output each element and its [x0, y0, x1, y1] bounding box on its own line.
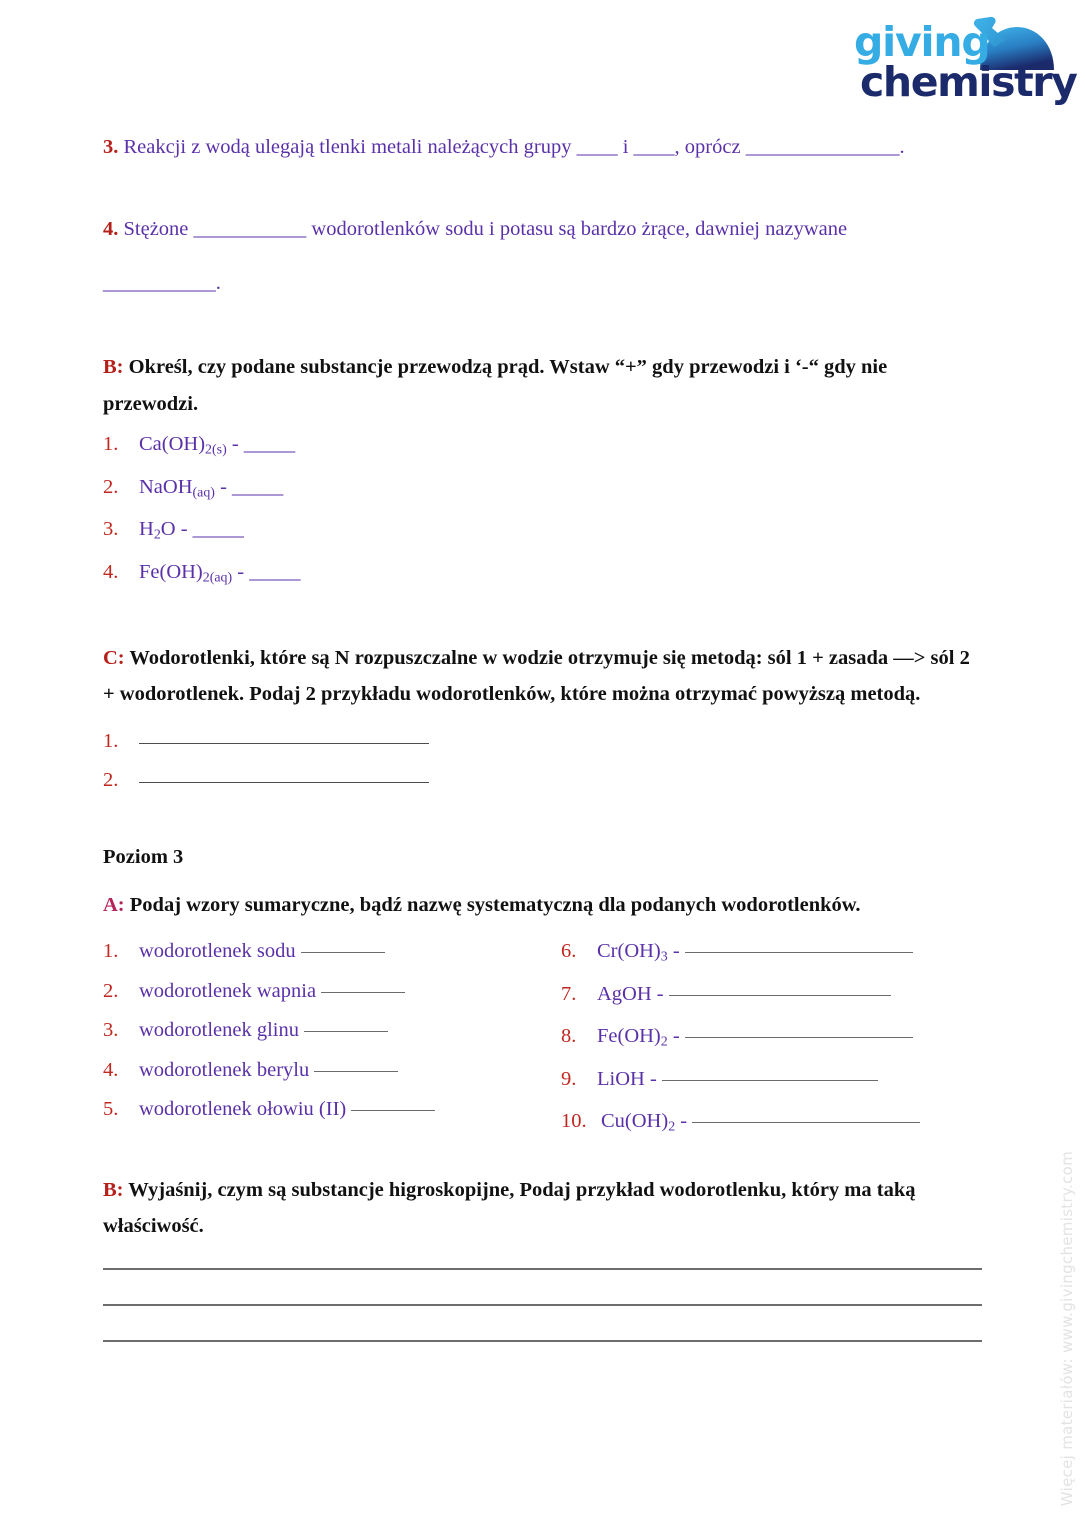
logo-text-giving: giving	[854, 18, 990, 66]
question-3-number: 3.	[103, 136, 119, 158]
item-label: wodorotlenek ołowiu (II)	[139, 1098, 347, 1121]
list-item	[103, 477, 982, 500]
item-dash: -	[232, 560, 250, 583]
item-body	[139, 1099, 561, 1120]
formula-main: AgOH	[597, 982, 652, 1005]
answer-blank-line[interactable]	[301, 952, 385, 953]
section-c-list	[103, 731, 982, 791]
item-body	[139, 1060, 561, 1081]
list-item	[561, 941, 982, 964]
section-b-prompt-text: Określ, czy podane substancje przewodzą prąd. Wstaw “+” gdy przewodzi i ‘-“ gdy nie przewodzi.	[103, 356, 888, 415]
item-body	[597, 1026, 982, 1049]
formula-subscript: 2	[153, 527, 161, 543]
formula-tail: O	[160, 518, 176, 541]
poziom3-section-b-prompt	[103, 1172, 982, 1245]
question-4-blank-2[interactable]: ___________	[103, 271, 216, 294]
question-3-text-c: , oprócz	[674, 136, 746, 158]
question-3-blank-1[interactable]: ____	[576, 136, 618, 158]
answer-blank-line[interactable]	[662, 1080, 878, 1081]
answer-blank-line[interactable]	[139, 743, 429, 744]
footer-watermark: Więcej materiałów: www.givingchemistry.com	[1058, 1150, 1076, 1506]
item-index: 6.	[561, 940, 577, 963]
answer-blank[interactable]: _____	[243, 433, 296, 456]
section-c-prompt	[103, 640, 982, 713]
item-dash: -	[675, 1110, 693, 1133]
question-4-blank-1[interactable]: ___________	[193, 217, 307, 240]
question-3-text-d: .	[899, 136, 905, 158]
question-4	[103, 214, 982, 246]
item-label: wodorotlenek wapnia	[139, 979, 317, 1002]
answer-blank[interactable]: _____	[232, 475, 284, 498]
item-label: wodorotlenek sodu	[139, 940, 296, 963]
formula-subscript: 3	[660, 949, 668, 965]
item-dash: -	[667, 940, 685, 963]
list-item	[561, 1111, 982, 1134]
answer-blank-line[interactable]	[685, 952, 913, 953]
question-4-number: 4.	[103, 217, 119, 240]
question-4-text-a: Stężone	[123, 217, 194, 240]
formula-subscript: 2(aq)	[202, 570, 233, 586]
poziom3-section-b-label: B:	[103, 1178, 124, 1201]
section-b-list	[103, 434, 982, 585]
item-dash: -	[651, 982, 669, 1005]
answer-blank-line[interactable]	[685, 1037, 913, 1038]
item-index: 1.	[103, 433, 119, 456]
poziom-3-heading: Poziom 3	[103, 845, 184, 868]
formula-main: Fe(OH)	[139, 560, 203, 583]
item-body	[139, 519, 982, 542]
answer-blank-line[interactable]	[692, 1122, 920, 1123]
answer-lines-group	[103, 1268, 982, 1342]
formula-main: Fe(OH)	[597, 1025, 661, 1048]
answer-line[interactable]	[103, 1304, 982, 1306]
answer-blank-line[interactable]	[669, 995, 891, 996]
list-item	[103, 1099, 561, 1120]
item-dash: -	[667, 1025, 685, 1048]
question-4-text-b: wodorotlenków sodu i potasu są bardzo żrące, dawniej nazywane	[306, 217, 848, 240]
formula-subscript: (aq)	[192, 485, 215, 501]
list-item	[561, 1069, 982, 1092]
poziom3-section-b-prompt-text: Wyjaśnij, czym są substancje higroskopijne, Podaj przykład wodorotlenku, który ma taką właściwość.	[103, 1178, 916, 1237]
item-dash: -	[214, 475, 233, 498]
answer-blank-line[interactable]	[139, 782, 429, 783]
list-item	[561, 984, 982, 1007]
item-dash: -	[175, 518, 193, 541]
question-3-blank-2[interactable]: ____	[633, 136, 675, 158]
formula-subscript: 2	[660, 1034, 668, 1050]
section-b-label: B:	[103, 356, 124, 379]
item-index: 4.	[103, 1058, 119, 1081]
item-dash: -	[226, 433, 244, 456]
item-body	[139, 941, 561, 962]
formula-main: Cr(OH)	[597, 940, 661, 963]
section-c-prompt-text: Wodorotlenki, które są N rozpuszczalne w wodzie otrzymuje się metodą: sól 1 + zasada —> sól 2 + wodorotlenek. Podaj 2 przykładu wodorotlenków, które można otrzymać powyższą metodą.	[103, 646, 970, 706]
list-item	[103, 519, 982, 542]
list-item	[103, 731, 982, 752]
answer-blank-line[interactable]	[351, 1110, 435, 1111]
list-item	[103, 434, 982, 457]
item-body	[139, 981, 561, 1002]
item-index: 2.	[103, 979, 119, 1002]
item-label: wodorotlenek berylu	[139, 1058, 310, 1081]
question-4-line2	[103, 268, 982, 300]
item-index: 1.	[103, 729, 119, 752]
item-body	[597, 984, 982, 1007]
section-c-label: C:	[103, 646, 125, 669]
answer-blank-line[interactable]	[321, 992, 405, 993]
answer-blank[interactable]: _____	[249, 560, 301, 583]
poziom3-section-a-prompt	[103, 887, 982, 923]
question-3-text-b: i	[617, 136, 634, 158]
answer-line[interactable]	[103, 1268, 982, 1270]
poziom3-section-a-columns	[103, 941, 982, 1153]
formula-main: LiOH	[597, 1067, 645, 1090]
logo-text-chemistry: chemistry	[860, 58, 1077, 106]
list-item	[103, 1020, 561, 1041]
question-4-end: .	[215, 271, 221, 294]
answer-blank-line[interactable]	[314, 1071, 398, 1072]
list-item	[103, 1060, 561, 1081]
answer-blank[interactable]: _____	[192, 518, 244, 541]
item-index: 7.	[561, 982, 577, 1005]
item-index: 8.	[561, 1025, 577, 1048]
answer-line[interactable]	[103, 1340, 982, 1342]
item-body	[139, 1020, 561, 1041]
list-item	[561, 1026, 982, 1049]
item-body	[597, 941, 982, 964]
question-3-blank-3[interactable]: _______________	[745, 136, 900, 158]
list-item	[103, 562, 982, 585]
list-item	[103, 981, 561, 1002]
poziom3-right-column	[561, 941, 982, 1153]
item-index: 2.	[103, 475, 119, 498]
formula-subscript: 2(s)	[205, 442, 227, 458]
item-dash: -	[644, 1067, 662, 1090]
item-index: 3.	[103, 1019, 119, 1042]
item-index: 2.	[103, 769, 119, 792]
section-b-prompt	[103, 349, 982, 422]
item-index: 10.	[561, 1110, 587, 1133]
list-item	[103, 770, 982, 791]
question-3	[103, 132, 982, 164]
poziom3-left-column	[103, 941, 561, 1153]
poziom3-section-a-prompt-text: Podaj wzory sumaryczne, bądź nazwę systematyczną dla podanych wodorotlenków.	[129, 893, 861, 916]
formula-main: H	[139, 518, 154, 541]
item-index: 4.	[103, 560, 119, 583]
item-body	[139, 477, 982, 500]
item-index: 3.	[103, 518, 119, 541]
formula-subscript: 2	[668, 1119, 676, 1135]
item-index: 1.	[103, 940, 119, 963]
item-index: 9.	[561, 1067, 577, 1090]
item-body	[601, 1111, 982, 1134]
item-body	[139, 562, 982, 585]
item-body	[139, 434, 982, 457]
item-body	[597, 1069, 982, 1092]
item-index: 5.	[103, 1098, 119, 1121]
poziom3-section-a-label: A:	[103, 893, 125, 916]
list-item	[103, 941, 561, 962]
answer-blank-line[interactable]	[304, 1031, 388, 1032]
formula-main: Ca(OH)	[139, 433, 206, 456]
question-3-text-a: Reakcji z wodą ulegają tlenki metali należących grupy	[123, 136, 577, 158]
item-label: wodorotlenek glinu	[139, 1019, 299, 1042]
formula-main: NaOH	[139, 475, 193, 498]
formula-main: Cu(OH)	[601, 1110, 669, 1133]
